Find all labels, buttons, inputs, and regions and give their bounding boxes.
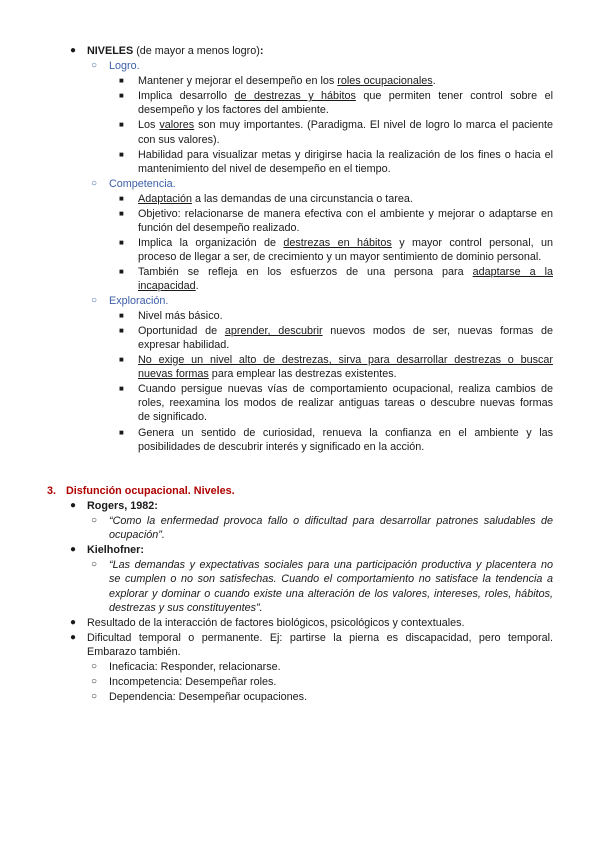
bullet-circle-icon: ○ — [91, 559, 98, 570]
bullet-square-icon: ■ — [119, 355, 124, 364]
bullet-square-icon: ■ — [119, 76, 124, 85]
bullet-square-icon: ■ — [119, 326, 124, 335]
exploracion-item-4-line-2: roles, reexamina los modos de realizar antiguas tareas o descubre nuevas formas — [138, 397, 553, 409]
bullet-square-icon: ■ — [119, 238, 124, 247]
bullet-circle-icon: ○ — [91, 676, 98, 687]
bullet-disc-icon: ● — [70, 45, 77, 56]
logro-item-2: Implica desarrollo de destrezas y hábitos que permiten tener control sobre el — [138, 90, 553, 102]
section-3-number: 3. — [47, 485, 57, 497]
bullet-circle-icon: ○ — [91, 661, 98, 672]
logro-label: Logro. — [109, 60, 140, 72]
bullet-circle-icon: ○ — [91, 295, 98, 306]
exploracion-item-5: Genera un sentido de curiosidad, renueva la confianza en el ambiente y las — [138, 427, 553, 439]
logro-item-3: Los valores son muy importantes. (Paradigma. El nivel de logro lo marca el paciente — [138, 119, 553, 131]
kielhofner-quote-line-4: destrezas y sus constituyentes”. — [109, 602, 263, 614]
bullet-disc-icon: ● — [70, 632, 77, 643]
kielhofner-quote-line-3: explorar y dominar o cuando existe una alteración de los valores, intereses, roles, hábitos, — [109, 588, 553, 600]
exploracion-item-2-line-2: expresar habilidad. — [138, 339, 230, 351]
exploracion-item-3: No exige un nivel alto de destrezas, sirva para desarrollar destrezas o buscar — [138, 354, 553, 366]
kielhofner-quote-line-2: se cumplen o no son satisfechas. Cuando el comportamiento no satisface la tendencia a — [109, 573, 553, 585]
rogers-quote-line-2: ocupación”. — [109, 529, 165, 541]
logro-item-3-line-2: con sus valores). — [138, 134, 220, 146]
rogers-quote: “Como la enfermedad provoca fallo o dificultad para desarrollar patrones saludables de — [109, 515, 553, 527]
competencia-item-2: Objetivo: relacionarse de manera efectiva con el ambiente y mejorar o adaptarse en — [138, 208, 553, 220]
logro-item-4-line-2: mantenimiento del nivel de desempeño en el tiempo. — [138, 163, 391, 175]
exploracion-item-4-line-3: de significado. — [138, 411, 208, 423]
bullet-square-icon: ■ — [119, 194, 124, 203]
exploracion-item-5-line-2: posibilidades de descubrir interés y significado en la acción. — [138, 441, 425, 453]
rogers-heading: Rogers, 1982: — [87, 500, 158, 512]
exploracion-item-2: Oportunidad de aprender, descubrir nuevos modos de ser, nuevas formas de — [138, 325, 553, 337]
competencia-item-1: Adaptación a las demandas de una circunstancia o tarea. — [138, 193, 413, 205]
bullet-circle-icon: ○ — [91, 691, 98, 702]
exploracion-item-3-line-2: nuevas formas para emplear las destrezas existentes. — [138, 368, 397, 380]
dificultad-item-line-2: Embarazo también. — [87, 646, 181, 658]
exploracion-label: Exploración. — [109, 295, 169, 307]
sub-item-dependencia: Dependencia: Desempeñar ocupaciones. — [109, 691, 308, 703]
competencia-item-3-line-2: proceso de llegar a ser, de crecimiento y un mayor sentimiento de dominio personal. — [138, 251, 542, 263]
bullet-square-icon: ■ — [119, 311, 124, 320]
bullet-square-icon: ■ — [119, 209, 124, 218]
bullet-disc-icon: ● — [70, 500, 77, 511]
bullet-square-icon: ■ — [119, 120, 124, 129]
bullet-disc-icon: ● — [70, 544, 77, 555]
bullet-square-icon: ■ — [119, 267, 124, 276]
bullet-square-icon: ■ — [119, 91, 124, 100]
bullet-disc-icon: ● — [70, 617, 77, 628]
kielhofner-quote: “Las demandas y expectativas sociales para una participación productiva y placentera no — [109, 559, 553, 571]
bullet-circle-icon: ○ — [91, 515, 98, 526]
competencia-item-4: También se refleja en los esfuerzos de una persona para adaptarse a la — [138, 266, 553, 278]
competencia-item-4-line-2: incapacidad. — [138, 280, 199, 292]
resultado-item: Resultado de la interacción de factores biológicos, psicológicos y contextuales. — [87, 617, 465, 629]
section-3-title: Disfunción ocupacional. Niveles. — [66, 485, 235, 497]
competencia-item-3: Implica la organización de destrezas en hábitos y mayor control personal, un — [138, 237, 553, 249]
dificultad-item: Dificultad temporal o permanente. Ej: partirse la pierna es discapacidad, pero temporal. — [87, 632, 553, 644]
exploracion-item-4: Cuando persigue nuevas vías de comportamiento ocupacional, realiza cambios de — [138, 383, 553, 395]
exploracion-item-1: Nivel más básico. — [138, 310, 223, 322]
competencia-item-2-line-2: función del desempeño realizado. — [138, 222, 300, 234]
logro-item-4: Habilidad para visualizar metas y dirigirse hacia la realización de los fines o hacia el — [138, 149, 553, 161]
bullet-square-icon: ■ — [119, 428, 124, 437]
kielhofner-heading: Kielhofner: — [87, 544, 144, 556]
logro-item-2-line-2: desempeño y los factores del ambiente. — [138, 104, 329, 116]
logro-item-1: Mantener y mejorar el desempeño en los roles ocupacionales. — [138, 75, 436, 87]
sub-item-ineficacia: Ineficacia: Responder, relacionarse. — [109, 661, 281, 673]
bullet-square-icon: ■ — [119, 150, 124, 159]
competencia-label: Competencia. — [109, 178, 176, 190]
bullet-circle-icon: ○ — [91, 60, 98, 71]
sub-item-incompetencia: Incompetencia: Desempeñar roles. — [109, 676, 277, 688]
niveles-heading: NIVELES (de mayor a menos logro): — [87, 45, 264, 57]
bullet-circle-icon: ○ — [91, 178, 98, 189]
bullet-square-icon: ■ — [119, 384, 124, 393]
